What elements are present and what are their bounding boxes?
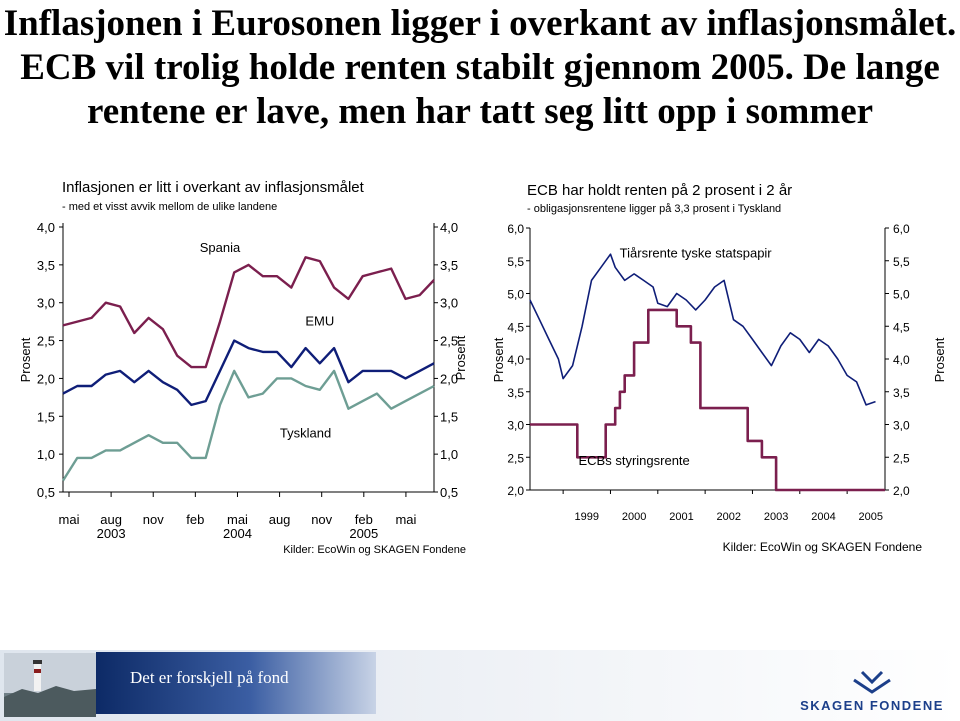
- lighthouse-photo: [4, 653, 96, 717]
- x-tick-label: aug: [100, 512, 122, 527]
- x-tick-label: mai: [226, 512, 248, 527]
- y-tick-label-left: 2,0: [36, 371, 55, 387]
- chart-source: Kilder: EcoWin og SKAGEN Fondene: [722, 540, 922, 554]
- chart-source: Kilder: EcoWin og SKAGEN Fondene: [283, 544, 466, 556]
- y-tick-label-left: 1,5: [36, 409, 55, 425]
- series-label-tiårsrente: Tiårsrente tyske statspapir: [619, 245, 772, 261]
- y-tick-label-left: 3,0: [36, 295, 55, 311]
- chart-subtitle: - med et visst avvik mellom de ulike landene: [62, 201, 278, 213]
- x-tick-label: nov: [142, 512, 164, 527]
- logo-wordmark: SKAGEN FONDENE: [800, 698, 944, 713]
- y-axis-label-right: Prosent: [932, 337, 947, 383]
- year-label: 2005: [349, 526, 379, 541]
- x-tick-label: 1999: [574, 511, 600, 523]
- y-tick-label-right: 3,0: [440, 295, 459, 311]
- y-tick-label-right: 0,5: [440, 485, 459, 500]
- y-tick-label-right: 5,0: [893, 287, 910, 302]
- y-tick-label-left: 5,0: [507, 287, 524, 302]
- y-tick-label-right: 6,0: [893, 222, 910, 236]
- y-tick-label-right: 4,0: [893, 353, 910, 367]
- y-tick-label-left: 0,5: [36, 485, 55, 500]
- x-tick-label: aug: [268, 512, 291, 527]
- x-tick-label: feb: [354, 512, 373, 527]
- x-tick-label: nov: [311, 512, 333, 527]
- y-tick-label-left: 6,0: [507, 222, 524, 236]
- y-tick-label-left: 4,5: [507, 320, 524, 335]
- y-tick-label-right: 2,5: [440, 333, 459, 349]
- y-tick-label-right: 5,5: [893, 254, 910, 269]
- x-tick-label: 2003: [763, 511, 789, 523]
- chart-title: ECB har holdt renten på 2 prosent i 2 år: [527, 182, 793, 199]
- y-tick-label-right: 4,0: [440, 220, 459, 235]
- y-tick-label-left: 2,5: [507, 451, 524, 466]
- y-tick-label-left: 3,5: [36, 257, 55, 273]
- y-axis-label-right: Prosent: [453, 335, 468, 381]
- series-label-emu: EMU: [305, 313, 335, 329]
- headline-line-2: ECB vil trolig holde renten stabilt gjennom 2005. De lange: [20, 47, 940, 88]
- y-tick-label-left: 1,0: [36, 447, 55, 463]
- y-tick-label-left: 4,0: [36, 220, 55, 235]
- y-tick-label-right: 1,5: [440, 409, 459, 425]
- x-tick-label: 2002: [716, 511, 742, 523]
- y-tick-label-left: 4,0: [507, 353, 524, 367]
- series-label-ecbs: ECBs styringsrente: [578, 453, 690, 469]
- y-tick-label-left: 3,0: [507, 418, 524, 433]
- x-tick-label: mai: [58, 512, 80, 527]
- y-tick-label-left: 2,0: [507, 484, 524, 498]
- x-tick-label: 2005: [858, 511, 884, 523]
- y-tick-label-right: 3,5: [893, 385, 910, 400]
- x-tick-label: mai: [395, 512, 417, 527]
- x-tick-label: 2000: [621, 511, 647, 523]
- y-tick-label-right: 3,0: [893, 418, 910, 433]
- x-tick-label: 2001: [669, 511, 694, 523]
- y-axis-label-left: Prosent: [491, 337, 506, 383]
- series-label-tyskland: Tyskland: [279, 425, 332, 441]
- year-label: 2004: [223, 526, 252, 541]
- y-tick-label-right: 4,5: [893, 320, 910, 335]
- series-line-tiårsrente: [530, 254, 876, 405]
- chart-title: Inflasjonen er litt i overkant av inflasjonsmålet: [62, 179, 364, 196]
- chart-subtitle: - obligasjonsrentene ligger på 3,3 prosent i Tyskland: [527, 203, 782, 215]
- skagen-logo: [792, 668, 952, 714]
- y-tick-label-right: 2,0: [440, 371, 459, 387]
- year-label: 2003: [96, 526, 126, 541]
- y-tick-label-left: 3,5: [507, 385, 524, 400]
- y-tick-label-left: 2,5: [36, 333, 55, 349]
- slogan-text: Det er forskjell på fond: [130, 668, 289, 687]
- x-tick-label: feb: [186, 512, 205, 527]
- headline-line-3: rentene er lave, men har tatt seg litt opp i sommer: [86, 91, 874, 132]
- headline-line-1: Inflasjonen i Eurosonen ligger i overkant av inflasjonsmålet.: [3, 3, 957, 44]
- y-axis-label-left: Prosent: [18, 337, 33, 383]
- y-tick-label-left: 5,5: [507, 254, 524, 269]
- series-label-spania: Spania: [199, 239, 241, 255]
- y-tick-label-right: 3,5: [440, 257, 459, 273]
- y-tick-label-right: 2,5: [893, 451, 910, 466]
- y-tick-label-right: 2,0: [893, 484, 910, 498]
- y-tick-label-right: 1,0: [440, 447, 459, 463]
- x-tick-label: 2004: [811, 511, 836, 523]
